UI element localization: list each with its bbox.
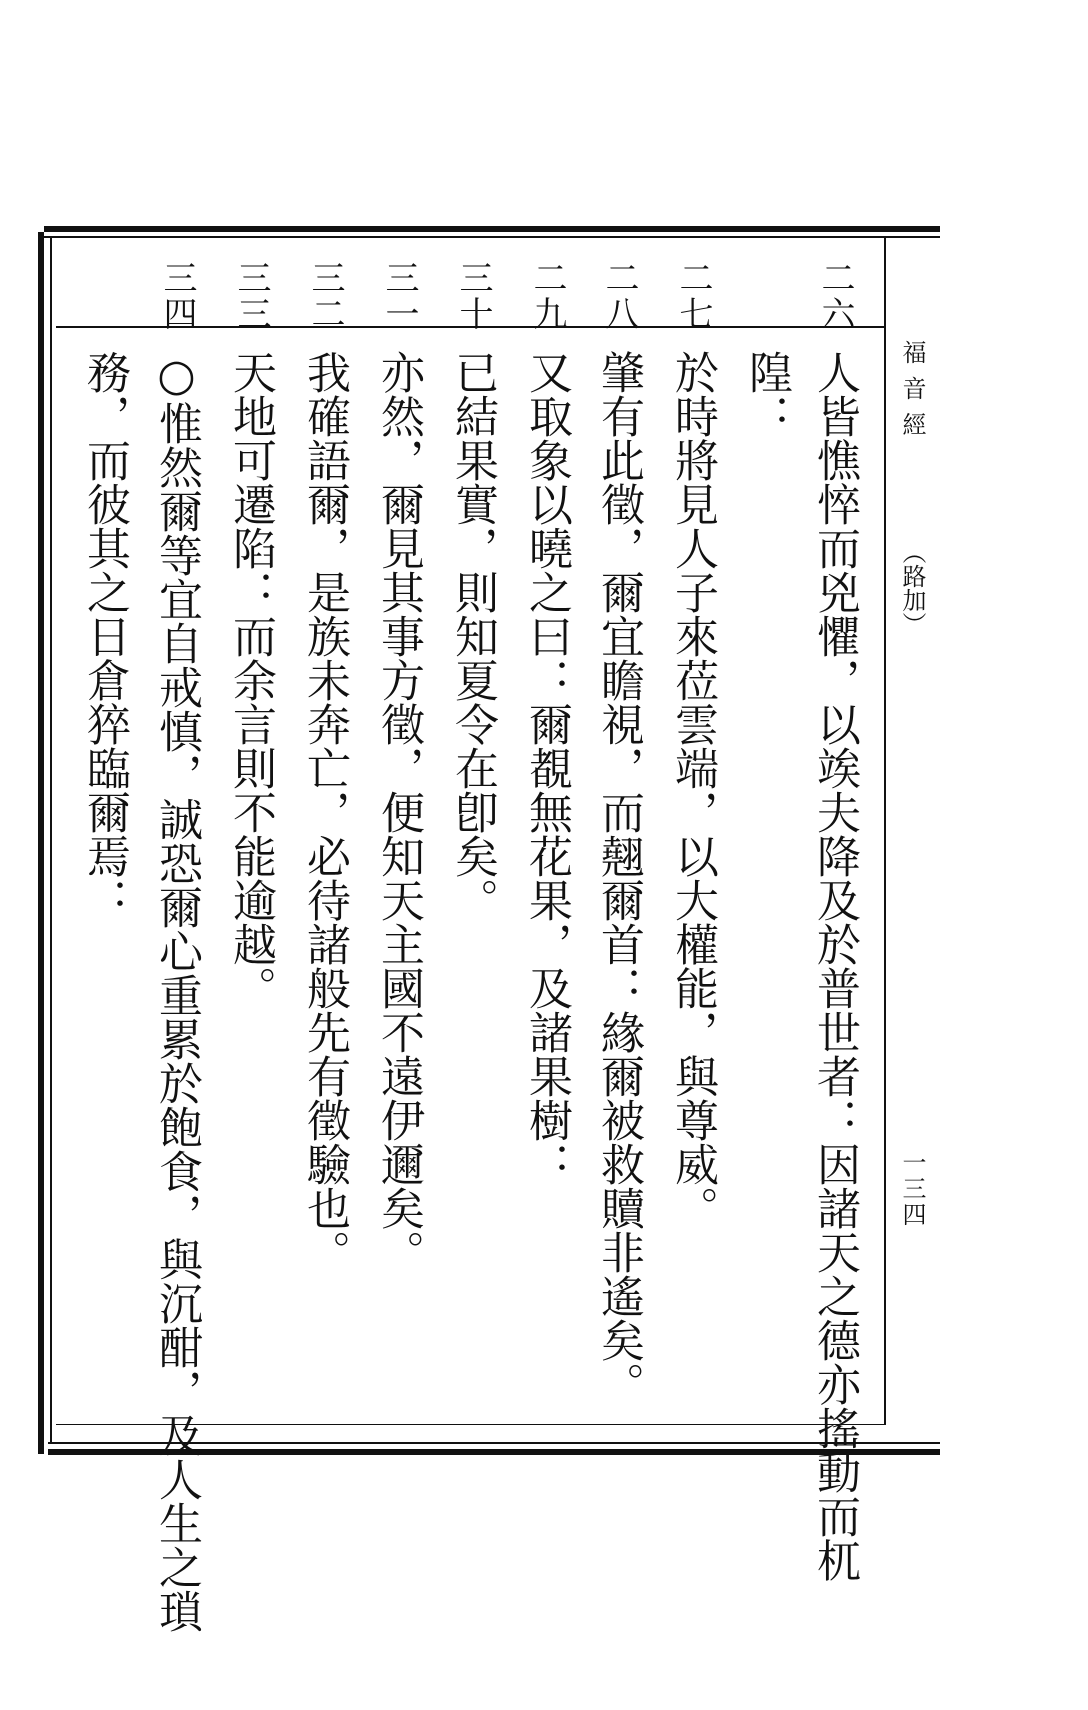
verse-number: 二八 [599, 260, 639, 332]
left-border-thick [38, 232, 44, 1454]
verse-text-line: ○惟然爾等宜自戒慎，誠恐爾心重累於飽食，與沉酣，及人生之瑣 [151, 350, 202, 1633]
verse-number: 三二 [305, 260, 345, 332]
verse-number: 二七 [673, 260, 713, 332]
verse-number: 三三 [231, 260, 271, 332]
running-header-book: （路加） [898, 540, 926, 636]
running-header-title: 福音經 [898, 340, 926, 448]
verse-number: 二九 [527, 260, 567, 332]
page-number: 一三四 [898, 1150, 926, 1228]
verse-number: 二六 [815, 260, 855, 332]
verse-number: 三四 [157, 260, 197, 332]
left-border-thin [50, 238, 52, 1444]
verse-text-line: 亦然，爾見其事方徵，便知天主國不遠伊邇矣。 [373, 350, 424, 1274]
verse-text-line: 已結果實，則知夏令在卽矣。 [447, 350, 498, 922]
verse-text-line: 於時將見人子來莅雲端，以大權能，與尊威。 [667, 350, 718, 1230]
verse-text-line: 肇有此徵，爾宜瞻視，而翹爾首：緣爾被救贖非遙矣。 [593, 350, 644, 1406]
verse-text-line: 務，而彼其之日倉猝臨爾焉： [79, 350, 130, 922]
verse-number: 三一 [379, 260, 419, 332]
verse-number: 三十 [453, 260, 493, 332]
verse-text-line: 天地可遷陷：而余言則不能逾越。 [225, 350, 276, 1010]
text-block-right-border [884, 238, 886, 1424]
top-rule-thin [44, 236, 940, 238]
verse-text-line: 人皆憔悴而兇懼，以竢夫降及於普世者：因諸天之德亦搖動而杌 [809, 350, 860, 1582]
verse-text-line: 我確語爾，是族未奔亡，必待諸般先有徵驗也。 [299, 350, 350, 1274]
verse-text-line: 又取象以曉之曰：爾覩無花果，及諸果樹： [521, 350, 572, 1186]
verse-text-line: 隍： [741, 350, 792, 438]
top-rule-thick [44, 226, 940, 232]
